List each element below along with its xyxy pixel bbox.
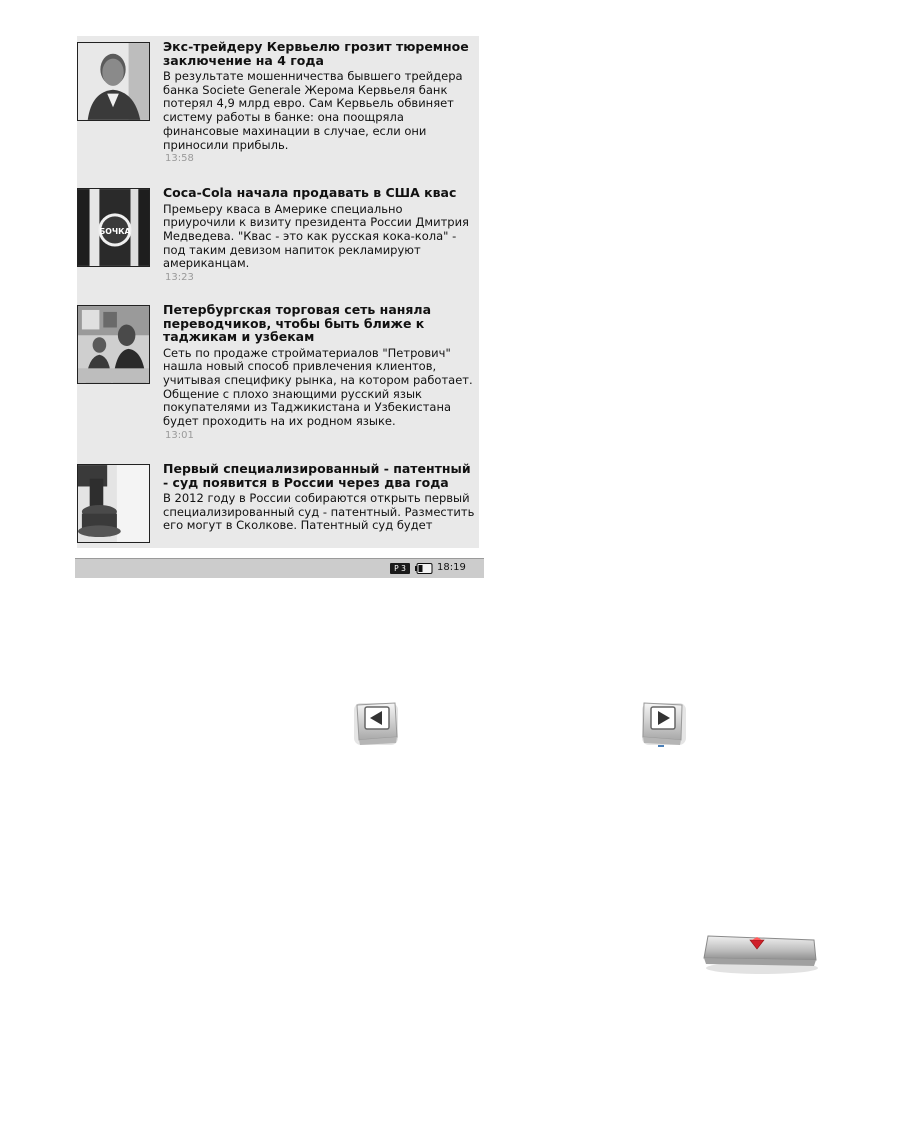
news-body: В результате мошенничества бывшего трейдера банка Societe Generale Жерома Кервьеля банк потерял 4,9 млрд евро. Сам Кервьель обвиняет систему работы в банке: она поощряла финансовые махинации в случае, если они приносили прибыль. — [163, 69, 463, 152]
news-title[interactable]: Петербургская торговая сеть наняла переводчиков, чтобы быть ближе к таджикам и узбекам — [163, 302, 432, 344]
news-body: Премьеру кваса в Америке специально приурочили к визиту президента России Дмитрия Медведева. "Квас - это как русская кока-кола" - под таким девизом напиток рекламируют американцам. — [163, 201, 469, 271]
next-page-button[interactable] — [638, 697, 690, 751]
news-time: 13:01 — [165, 429, 194, 441]
clock: 18:19 — [437, 562, 466, 573]
news-body: Сеть по продаже стройматериалов "Петрович" нашла новый способ привлечения клиентов, учитывая специфику рынка, на котором работает. Общение с плохо знающими русский язык покупателями из Таджикистана и Узбекистана будет проходить на их родном языке. — [163, 345, 473, 429]
status-bar — [75, 558, 484, 578]
news-text — [163, 299, 475, 441]
kvass-label: БОЧКА — [99, 226, 131, 236]
news-text — [163, 182, 475, 283]
menu-button[interactable] — [700, 926, 822, 976]
battery-icon — [415, 563, 433, 574]
news-title[interactable]: Coca-Cola начала продавать в США квас — [163, 185, 457, 200]
prev-page-button[interactable] — [350, 697, 402, 749]
news-text — [163, 36, 475, 164]
gavel-photo-icon — [77, 464, 150, 543]
device-screen — [75, 36, 484, 578]
news-title[interactable]: Экс-трейдеру Кервьелю грозит тюремное заключение на 4 года — [163, 39, 469, 68]
portrait-photo-icon — [77, 42, 150, 121]
news-body: В 2012 году в России собираются открыть первый специализированный суд - патентный. Разместить его могут в Сколкове. Патентный суд будет — [163, 491, 475, 533]
news-text — [163, 458, 475, 533]
news-time: 13:58 — [165, 153, 194, 165]
news-feed — [77, 36, 479, 548]
news-time: 13:23 — [165, 272, 194, 284]
office-people-photo-icon — [77, 305, 150, 384]
news-title[interactable]: Первый специализированный - патентный - суд появится в России через два года — [163, 461, 471, 490]
page-badge: P 3 — [390, 563, 410, 574]
kvass-bottle-photo-icon — [77, 188, 150, 267]
